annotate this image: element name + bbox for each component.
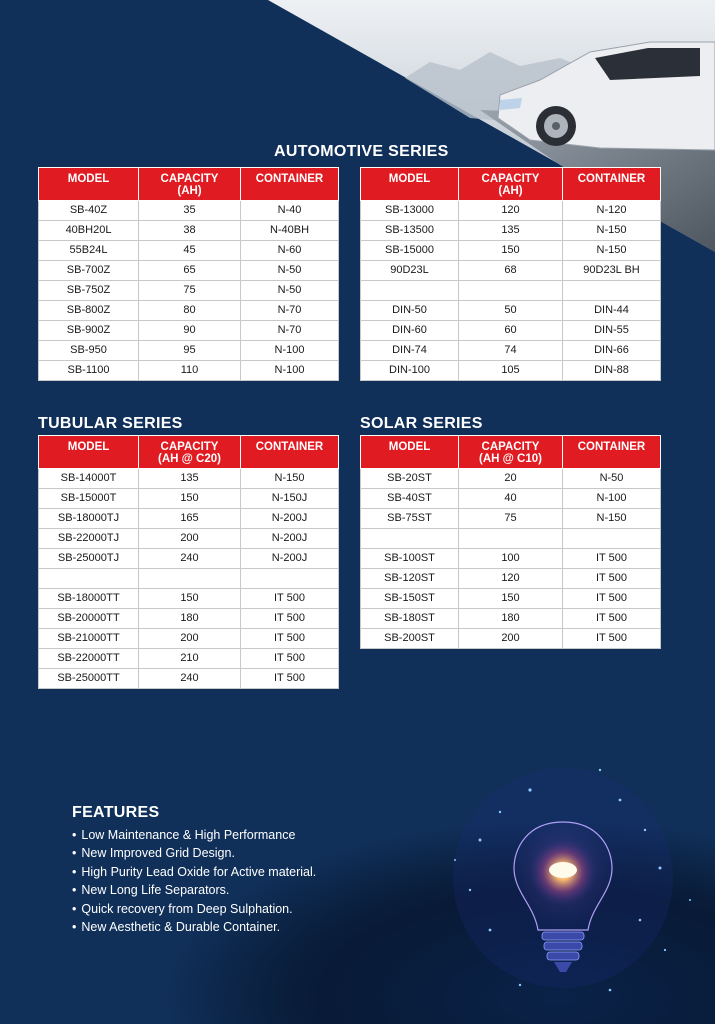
model-cell: SB-18000TT bbox=[39, 589, 139, 609]
capacity-cell: 200 bbox=[459, 629, 563, 649]
capacity-cell: 150 bbox=[139, 489, 241, 509]
model-cell: SB-13500 bbox=[361, 221, 459, 241]
capacity-cell: 95 bbox=[139, 341, 241, 361]
container-cell: IT 500 bbox=[241, 629, 339, 649]
container-cell: IT 500 bbox=[241, 609, 339, 629]
table-row bbox=[39, 301, 339, 321]
model-cell bbox=[39, 569, 139, 589]
container-header: CONTAINER bbox=[563, 436, 661, 469]
table-row bbox=[39, 261, 339, 281]
table-row bbox=[361, 261, 661, 281]
model-cell: SB-180ST bbox=[361, 609, 459, 629]
table-row bbox=[39, 321, 339, 341]
model-cell: SB-25000TT bbox=[39, 669, 139, 689]
container-cell: DIN-44 bbox=[563, 301, 661, 321]
table-row bbox=[39, 241, 339, 261]
container-header: CONTAINER bbox=[563, 168, 661, 201]
capacity-cell: 65 bbox=[139, 261, 241, 281]
container-cell: N-200J bbox=[241, 529, 339, 549]
table-row bbox=[361, 529, 661, 549]
table-row bbox=[39, 341, 339, 361]
container-cell: N-40BH bbox=[241, 221, 339, 241]
table-row bbox=[39, 469, 339, 489]
capacity-cell: 40 bbox=[459, 489, 563, 509]
container-cell: N-50 bbox=[241, 281, 339, 301]
table-row bbox=[39, 669, 339, 689]
model-header: MODEL bbox=[361, 436, 459, 469]
container-cell: IT 500 bbox=[563, 589, 661, 609]
model-cell: SB-1100 bbox=[39, 361, 139, 381]
table-row bbox=[361, 489, 661, 509]
container-cell: IT 500 bbox=[563, 629, 661, 649]
capacity-cell: 210 bbox=[139, 649, 241, 669]
model-cell: SB-13000 bbox=[361, 201, 459, 221]
model-cell: SB-200ST bbox=[361, 629, 459, 649]
table-row bbox=[361, 241, 661, 261]
model-cell: SB-21000TT bbox=[39, 629, 139, 649]
features-list bbox=[72, 826, 316, 936]
container-cell: N-100 bbox=[563, 489, 661, 509]
feature-item: • New Improved Grid Design. bbox=[72, 844, 316, 862]
tubular-table bbox=[38, 435, 339, 689]
capacity-cell: 20 bbox=[459, 469, 563, 489]
capacity-cell: 240 bbox=[139, 549, 241, 569]
model-cell: SB-15000T bbox=[39, 489, 139, 509]
capacity-cell: 150 bbox=[459, 241, 563, 261]
model-header: MODEL bbox=[39, 436, 139, 469]
container-header: CONTAINER bbox=[241, 436, 339, 469]
container-cell: N-150J bbox=[241, 489, 339, 509]
capacity-cell: 110 bbox=[139, 361, 241, 381]
solar-table bbox=[360, 435, 661, 649]
container-cell: N-150 bbox=[241, 469, 339, 489]
table-row bbox=[361, 509, 661, 529]
model-cell: SB-950 bbox=[39, 341, 139, 361]
model-cell: SB-800Z bbox=[39, 301, 139, 321]
table-row bbox=[39, 201, 339, 221]
table-row bbox=[39, 489, 339, 509]
table-row bbox=[39, 509, 339, 529]
features-title: FEATURES bbox=[72, 804, 160, 821]
model-cell: SB-18000TJ bbox=[39, 509, 139, 529]
table-row bbox=[39, 649, 339, 669]
capacity-cell: 60 bbox=[459, 321, 563, 341]
capacity-cell bbox=[459, 281, 563, 301]
container-header: CONTAINER bbox=[241, 168, 339, 201]
capacity-cell: 100 bbox=[459, 549, 563, 569]
model-cell: SB-25000TJ bbox=[39, 549, 139, 569]
table-row bbox=[361, 629, 661, 649]
model-cell bbox=[361, 529, 459, 549]
table-row bbox=[361, 569, 661, 589]
model-cell: SB-40ST bbox=[361, 489, 459, 509]
capacity-cell: 135 bbox=[139, 469, 241, 489]
container-cell: DIN-88 bbox=[563, 361, 661, 381]
capacity-header: CAPACITY (AH) bbox=[459, 168, 563, 201]
container-cell bbox=[563, 529, 661, 549]
container-cell: IT 500 bbox=[563, 549, 661, 569]
capacity-cell: 135 bbox=[459, 221, 563, 241]
container-cell: 90D23L BH bbox=[563, 261, 661, 281]
model-cell: SB-100ST bbox=[361, 549, 459, 569]
model-cell bbox=[361, 281, 459, 301]
container-cell: N-40 bbox=[241, 201, 339, 221]
capacity-cell: 150 bbox=[139, 589, 241, 609]
model-cell: DIN-100 bbox=[361, 361, 459, 381]
model-cell: SB-900Z bbox=[39, 321, 139, 341]
table-row bbox=[39, 361, 339, 381]
capacity-cell: 165 bbox=[139, 509, 241, 529]
model-cell: SB-14000T bbox=[39, 469, 139, 489]
table-row bbox=[361, 549, 661, 569]
capacity-cell: 240 bbox=[139, 669, 241, 689]
table-row bbox=[361, 341, 661, 361]
table-row bbox=[361, 589, 661, 609]
automotive-series-title: AUTOMOTIVE SERIES bbox=[274, 143, 449, 160]
table-row bbox=[361, 469, 661, 489]
container-cell: DIN-55 bbox=[563, 321, 661, 341]
container-cell bbox=[563, 281, 661, 301]
capacity-header: CAPACITY (AH) bbox=[139, 168, 241, 201]
model-cell: SB-750Z bbox=[39, 281, 139, 301]
model-cell: SB-20ST bbox=[361, 469, 459, 489]
model-cell: 40BH20L bbox=[39, 221, 139, 241]
container-cell: N-150 bbox=[563, 221, 661, 241]
feature-item: • Low Maintenance & High Performance bbox=[72, 826, 316, 844]
model-cell: SB-40Z bbox=[39, 201, 139, 221]
model-cell: 55B24L bbox=[39, 241, 139, 261]
automotive-right-table bbox=[360, 167, 661, 381]
model-cell: SB-22000TJ bbox=[39, 529, 139, 549]
container-cell: IT 500 bbox=[563, 609, 661, 629]
feature-item: • Quick recovery from Deep Sulphation. bbox=[72, 900, 316, 918]
solar-series-title: SOLAR SERIES bbox=[360, 415, 483, 432]
container-cell: N-70 bbox=[241, 301, 339, 321]
table-row bbox=[39, 569, 339, 589]
capacity-header: CAPACITY (AH @ C20) bbox=[139, 436, 241, 469]
table-row bbox=[39, 589, 339, 609]
capacity-cell: 75 bbox=[139, 281, 241, 301]
model-cell: SB-120ST bbox=[361, 569, 459, 589]
container-cell: N-120 bbox=[563, 201, 661, 221]
automotive-left-table bbox=[38, 167, 339, 381]
container-cell: IT 500 bbox=[241, 649, 339, 669]
model-cell: SB-700Z bbox=[39, 261, 139, 281]
container-cell: N-150 bbox=[563, 241, 661, 261]
container-cell: IT 500 bbox=[563, 569, 661, 589]
capacity-cell: 74 bbox=[459, 341, 563, 361]
model-cell: SB-75ST bbox=[361, 509, 459, 529]
capacity-cell: 120 bbox=[459, 569, 563, 589]
table-row bbox=[39, 609, 339, 629]
capacity-cell: 50 bbox=[459, 301, 563, 321]
table-row bbox=[39, 281, 339, 301]
tubular-series-title: TUBULAR SERIES bbox=[38, 415, 183, 432]
model-cell: SB-150ST bbox=[361, 589, 459, 609]
capacity-cell: 35 bbox=[139, 201, 241, 221]
feature-item: • New Long Life Separators. bbox=[72, 881, 316, 899]
table-row bbox=[361, 609, 661, 629]
table-row bbox=[361, 221, 661, 241]
capacity-cell: 150 bbox=[459, 589, 563, 609]
table-row bbox=[361, 301, 661, 321]
capacity-cell: 200 bbox=[139, 529, 241, 549]
capacity-cell: 75 bbox=[459, 509, 563, 529]
capacity-cell: 68 bbox=[459, 261, 563, 281]
model-header: MODEL bbox=[361, 168, 459, 201]
model-cell: DIN-60 bbox=[361, 321, 459, 341]
container-cell: IT 500 bbox=[241, 669, 339, 689]
capacity-cell: 105 bbox=[459, 361, 563, 381]
container-cell: N-200J bbox=[241, 509, 339, 529]
container-cell: N-200J bbox=[241, 549, 339, 569]
table-row bbox=[361, 201, 661, 221]
table-row bbox=[361, 321, 661, 341]
container-cell: N-100 bbox=[241, 361, 339, 381]
table-row bbox=[361, 281, 661, 301]
capacity-cell: 80 bbox=[139, 301, 241, 321]
capacity-cell: 180 bbox=[459, 609, 563, 629]
container-cell: IT 500 bbox=[241, 589, 339, 609]
container-cell: N-150 bbox=[563, 509, 661, 529]
feature-item: • New Aesthetic & Durable Container. bbox=[72, 918, 316, 936]
table-row bbox=[39, 529, 339, 549]
table-row bbox=[361, 361, 661, 381]
container-cell: N-70 bbox=[241, 321, 339, 341]
container-cell bbox=[241, 569, 339, 589]
table-row bbox=[39, 221, 339, 241]
table-row bbox=[39, 629, 339, 649]
container-cell: N-50 bbox=[563, 469, 661, 489]
capacity-cell: 200 bbox=[139, 629, 241, 649]
model-cell: SB-20000TT bbox=[39, 609, 139, 629]
capacity-cell: 120 bbox=[459, 201, 563, 221]
model-cell: 90D23L bbox=[361, 261, 459, 281]
model-header: MODEL bbox=[39, 168, 139, 201]
model-cell: DIN-50 bbox=[361, 301, 459, 321]
container-cell: DIN-66 bbox=[563, 341, 661, 361]
capacity-cell: 90 bbox=[139, 321, 241, 341]
capacity-cell: 180 bbox=[139, 609, 241, 629]
container-cell: N-60 bbox=[241, 241, 339, 261]
model-cell: SB-22000TT bbox=[39, 649, 139, 669]
container-cell: N-100 bbox=[241, 341, 339, 361]
capacity-cell bbox=[139, 569, 241, 589]
capacity-cell bbox=[459, 529, 563, 549]
table-row bbox=[39, 549, 339, 569]
capacity-cell: 38 bbox=[139, 221, 241, 241]
container-cell: N-50 bbox=[241, 261, 339, 281]
feature-item: • High Purity Lead Oxide for Active material. bbox=[72, 863, 316, 881]
model-cell: SB-15000 bbox=[361, 241, 459, 261]
capacity-header: CAPACITY (AH @ C10) bbox=[459, 436, 563, 469]
model-cell: DIN-74 bbox=[361, 341, 459, 361]
capacity-cell: 45 bbox=[139, 241, 241, 261]
